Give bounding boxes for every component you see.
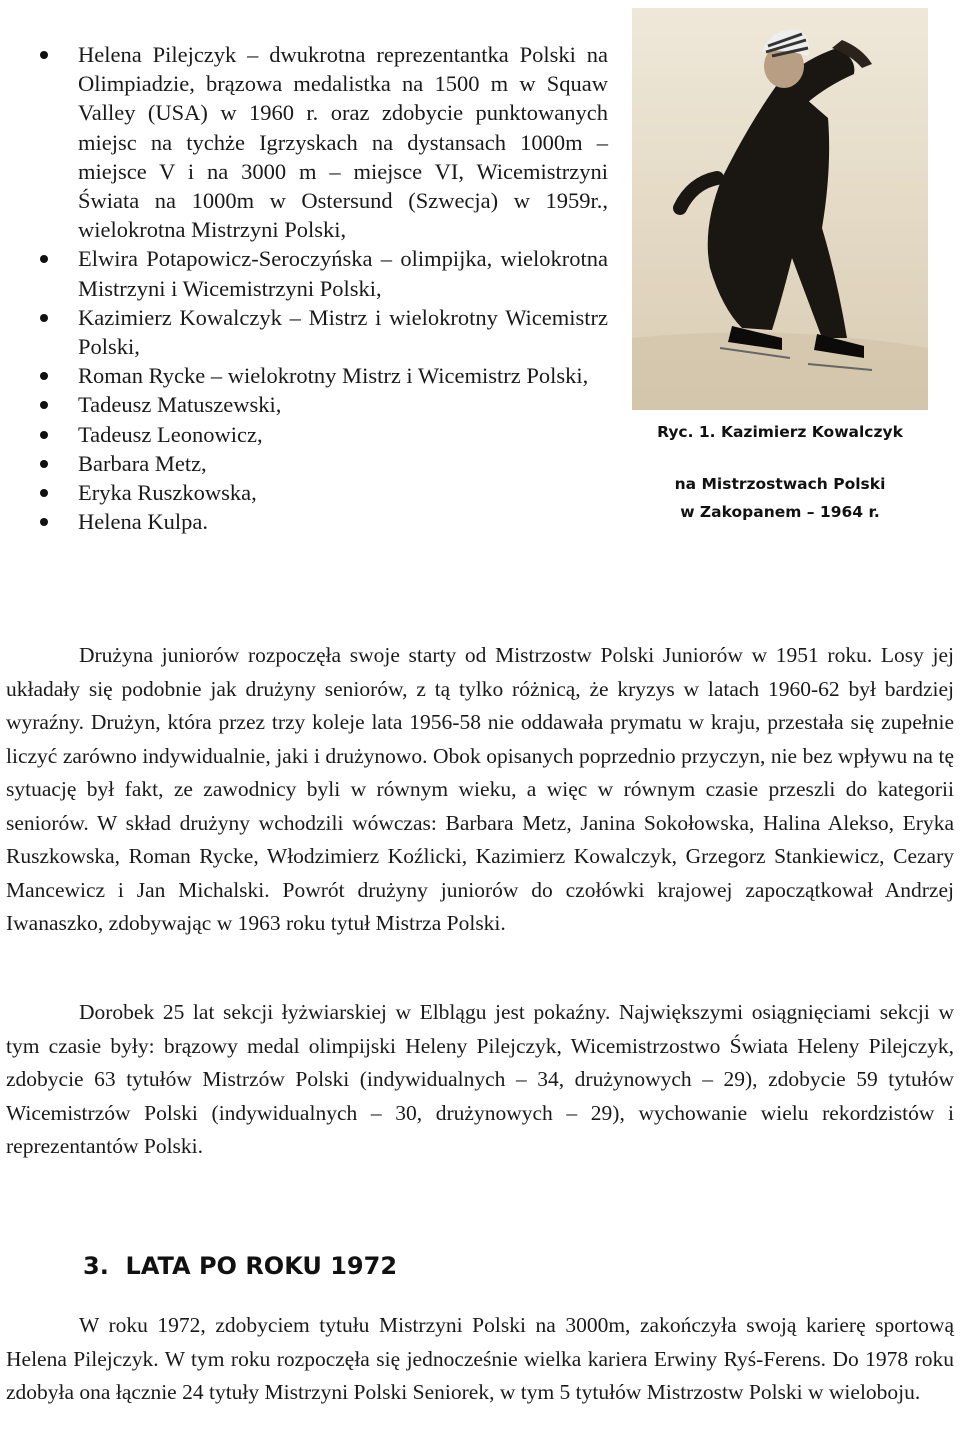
list-item: Helena Kulpa. [38, 507, 608, 536]
bullet-icon [40, 314, 48, 322]
after-1972-paragraph: W roku 1972, zdobyciem tytułu Mistrzyni Polski na 3000m, zakończyła swoją karierę sportową Helena Pilejczyk. W tym roku rozpoczęła się jednocześnie wielka kariera Erwiny Ryś-Ferens. Do 1978 roku zdobyła ona łącznie 24 tytuły Mistrzyni Polski Seniorek, w tym 5 tytułów Mistrzostw Polski w wieloboju. [6, 1313, 954, 1404]
bullet-icon [40, 255, 48, 263]
skater-photo [632, 8, 928, 410]
bullet-icon [40, 518, 48, 526]
list-item: Roman Rycke – wielokrotny Mistrz i Wicemistrz Polski, [38, 361, 608, 390]
list-item: Elwira Potapowicz-Seroczyńska – olimpijka, wielokrotna Mistrzyni i Wicemistrzyni Polski, [38, 244, 608, 302]
section-heading: 3. LATA PO ROKU 1972 [83, 1252, 398, 1280]
bullet-icon [40, 489, 48, 497]
bullet-icon [40, 372, 48, 380]
achievements-paragraph: Dorobek 25 lat sekcji łyżwiarskiej w Elblągu jest pokaźny. Największymi osiągnięciami sekcji w tym czasie były: brązowy medal olimpijski Heleny Pilejczyk, Wicemistrzostwo Świata Heleny Pilejczyk, zdobycie 63 tytułów Mistrzów Polski (indywidualnych – 34, drużynowych – 29), zdobycie 59 tytułów Wicemistrzów Polski (indywidualnych – 30, drużynowych – 29), wychowanie wielu rekordzistów i reprezentantów Polski. [6, 1000, 954, 1158]
speed-skater-image [632, 8, 928, 410]
bullet-icon [40, 431, 48, 439]
athletes-list [38, 40, 608, 536]
figure-caption-title: Ryc. 1. Kazimierz Kowalczyk [657, 423, 903, 441]
list-item: Eryka Ruszkowska, [38, 478, 608, 507]
list-item: Barbara Metz, [38, 449, 608, 478]
figure-caption-line: na Mistrzostwach Polski [674, 475, 886, 493]
bullet-icon [40, 460, 48, 468]
list-item: Kazimierz Kowalczyk – Mistrz i wielokrotny Wicemistrz Polski, [38, 303, 608, 361]
figure-caption-detail [632, 470, 928, 526]
figure-caption-line: w Zakopanem – 1964 r. [680, 503, 880, 521]
list-item: Tadeusz Matuszewski, [38, 390, 608, 419]
juniors-paragraph: Drużyna juniorów rozpoczęła swoje starty od Mistrzostw Polski Juniorów w 1951 roku. Losy jej układały się podobnie jak drużyny seniorów, z tą tylko różnicą, że kryzys w latach 1960-62 był bardziej wyraźny. Drużyn, która przez trzy koleje lata 1956-58 nie oddawała prymatu w kraju, przestała się zupełnie liczyć zarówno indywidualnie, jaki i drużynowo. Obok opisanych poprzednio przyczyn, nie bez wpływu na tę sytuację był fakt, ze zawodnicy byli w równym wieku, a więc w równym czasie przeszli do kategorii seniorów. W skład drużyny wchodzili wówczas: Barbara Metz, Janina Sokołowska, Halina Alekso, Eryka Ruszkowska, Roman Rycke, Włodzimierz Koźlicki, Kazimierz Kowalczyk, Grzegorz Stankiewicz, Cezary Mancewicz i Jan Michalski. Powrót drużyny juniorów do czołówki krajowej zapoczątkował Andrzej Iwanaszko, zdobywając w 1963 roku tytuł Mistrza Polski. [6, 643, 954, 935]
bullet-icon [40, 401, 48, 409]
list-item: Helena Pilejczyk – dwukrotna reprezentantka Polski na Olimpiadzie, brązowa medalistka na 1500 m w Squaw Valley (USA) w 1960 r. oraz zdobycie punktowanych miejsc na tychże Igrzyskach na dystansach 1000m – miejsce V i na 3000 m – miejsce VI, Wicemistrzyni Świata na 1000m w Ostersund (Szwecja) w 1959r., wielokrotna Mistrzyni Polski, [38, 40, 608, 244]
list-item: Tadeusz Leonowicz, [38, 420, 608, 449]
bullet-icon [40, 51, 48, 59]
